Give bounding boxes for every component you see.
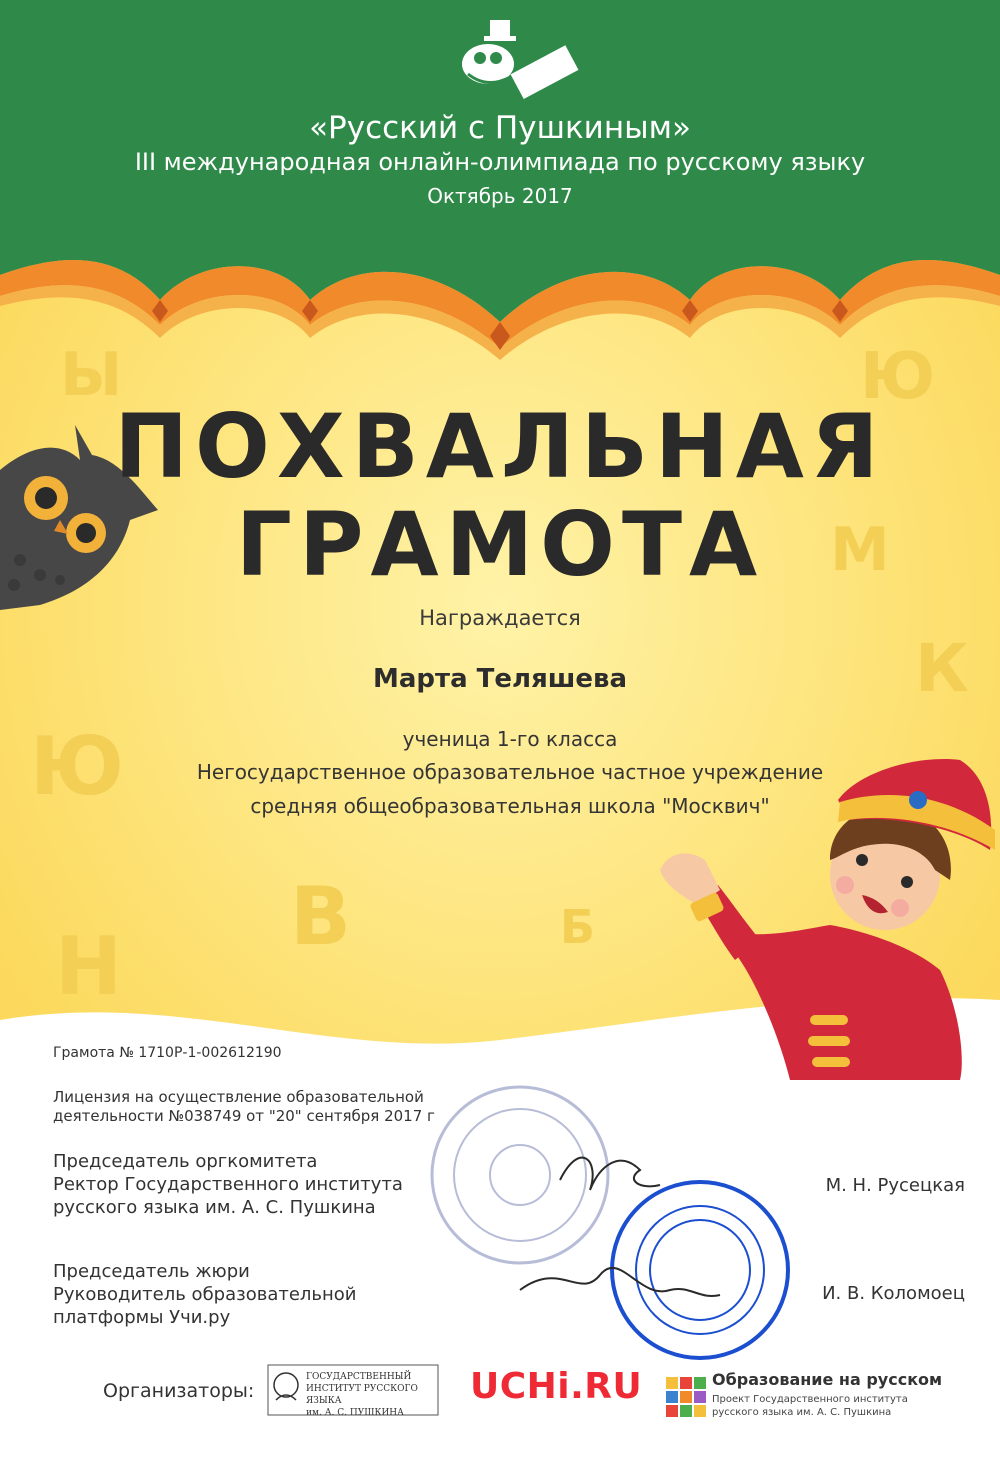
gir-logo-line: ГОСУДАРСТВЕННЫЙ: [306, 1372, 412, 1382]
obr-logo-subtitle: Проект Государственного института русского языка им. А. С. Пушкина: [712, 1394, 908, 1418]
certificate-number: Грамота № 1710Р-1-002612190: [53, 1045, 282, 1061]
bg-letter: Ы: [60, 340, 123, 410]
certificate-title-line1: ПОХВАЛЬНАЯ: [114, 395, 886, 498]
certificate-title: [0, 395, 1000, 596]
recipient-grade: ученица 1-го класса: [402, 727, 618, 751]
uchi-logo: UCHi.RU: [470, 1366, 643, 1407]
olympiad-subtitle: III международная онлайн-олимпиада по русскому языку: [134, 148, 866, 176]
obr-logo-title: Образование на русском: [712, 1370, 943, 1389]
chair-jury-name: И. В. Коломоец: [822, 1283, 965, 1304]
obr-tiles-logo: [666, 1377, 706, 1417]
chair-jury-line: Председатель жюри: [53, 1261, 250, 1282]
chair-jury-line: платформы Учи.ру: [53, 1307, 231, 1328]
chair-jury-line: Руководитель образовательной: [53, 1284, 357, 1305]
chair-jury-block: [53, 1260, 433, 1329]
bg-letter: Ю: [30, 720, 124, 813]
chair-org-block: [53, 1150, 433, 1219]
chair-org-line: русского языка им. А. С. Пушкина: [53, 1197, 376, 1218]
chair-org-line: Ректор Государственного института: [53, 1174, 403, 1195]
bg-letter: К: [915, 630, 969, 707]
organizers-label: Организаторы:: [103, 1380, 255, 1402]
chair-org-name: М. Н. Русецкая: [825, 1175, 965, 1196]
olympiad-date: Октябрь 2017: [427, 184, 573, 208]
recipient-name: Марта Теляшева: [372, 664, 628, 694]
school-type: Негосударственное образовательное частное учреждение: [196, 760, 824, 784]
gir-logo-line: ИНСТИТУТ РУССКОГО ЯЗЫКА: [306, 1384, 418, 1406]
olympiad-title: «Русский с Пушкиным»: [309, 110, 691, 146]
bg-letter: Б: [560, 900, 596, 954]
bg-letter: Ю: [860, 340, 936, 414]
chair-org-line: Председатель оргкомитета: [53, 1151, 318, 1172]
gir-logo-text: [306, 1371, 438, 1419]
school-name: средняя общеобразовательная школа "Москвич": [250, 794, 770, 818]
bg-letter: Н: [55, 920, 122, 1013]
bg-letter: М: [830, 515, 890, 585]
bg-letter: В: [290, 870, 351, 963]
license-text: Лицензия на осуществление образовательной деятельности №038749 от "20" сентября 2017 г: [53, 1088, 435, 1125]
certificate-title-line2: ГРАМОТА: [235, 493, 765, 596]
gir-logo-line: им. А. С. ПУШКИНА: [306, 1408, 404, 1418]
awarded-label: Награждается: [419, 606, 581, 630]
